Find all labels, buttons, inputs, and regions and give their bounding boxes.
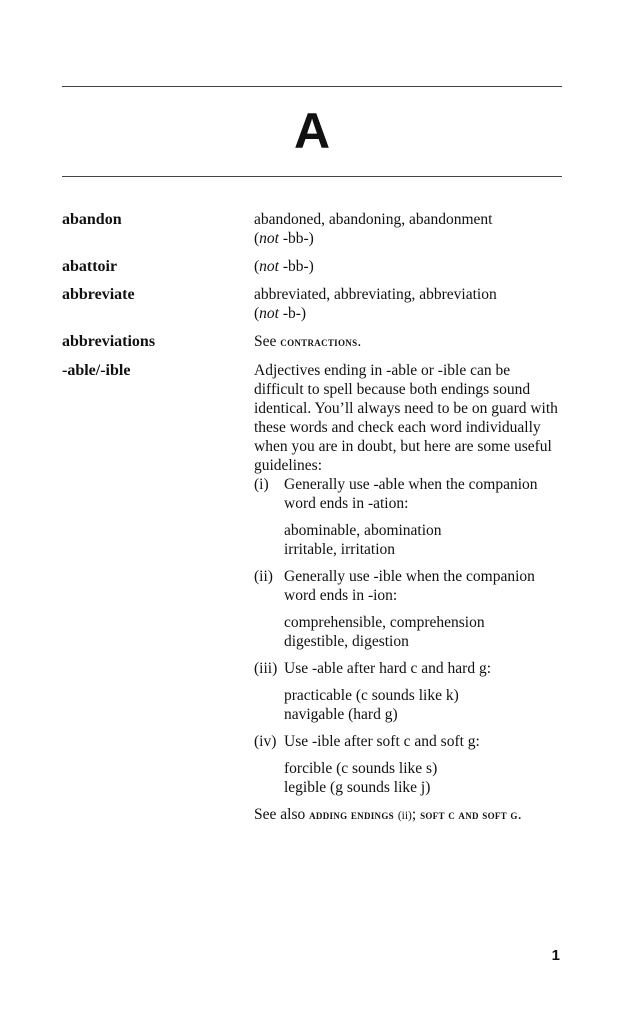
example: digestible, digestion xyxy=(284,633,409,650)
see-also xyxy=(254,805,562,826)
definition xyxy=(254,285,562,323)
definition xyxy=(254,210,562,248)
entry-abbreviations xyxy=(62,332,562,352)
entry-abattoir xyxy=(62,257,562,276)
note-text: -b-) xyxy=(278,305,307,322)
note-italic: not xyxy=(259,305,279,322)
example: irritable, irritation xyxy=(284,541,396,558)
bottom-rule xyxy=(62,176,562,177)
example: forcible (c sounds like s) xyxy=(284,760,438,777)
guideline-examples xyxy=(284,521,562,559)
guideline-item xyxy=(254,567,562,605)
note: (not -bb-) xyxy=(254,230,314,247)
guideline-item xyxy=(254,659,562,678)
guideline-examples xyxy=(284,686,562,724)
entry-able-ible xyxy=(62,361,562,826)
headword: abandon xyxy=(62,211,122,228)
entry-abandon xyxy=(62,210,562,248)
definition xyxy=(254,361,562,826)
see-also-separator: ; xyxy=(411,806,421,823)
cross-reference xyxy=(254,332,562,352)
guideline-text: Generally use -able when the companion word ends in -ation: xyxy=(284,476,538,512)
see-label: See xyxy=(254,333,281,350)
see-also-label: See also xyxy=(254,806,310,823)
example: practicable (c sounds like k) xyxy=(284,687,459,704)
guideline-examples xyxy=(284,613,562,651)
intro-paragraph: Adjectives ending in -able or -ible can be difficult to spell because both endings sound identical. You’ll always need to be on guard with these words and check each word individually when you are in doubt, but here are some useful guidelines: xyxy=(254,362,558,474)
example: navigable (hard g) xyxy=(284,706,398,723)
section-letter: A xyxy=(293,103,331,159)
example: comprehensible, comprehension xyxy=(284,614,485,631)
headword: abbreviations xyxy=(62,333,156,350)
note: (not -b-) xyxy=(254,305,307,322)
guideline-examples xyxy=(284,759,562,797)
guideline-text: Use -able after hard c and hard g: xyxy=(284,660,491,677)
top-rule xyxy=(62,86,562,87)
example: abominable, abomination xyxy=(284,522,442,539)
headword: -able/-ible xyxy=(62,362,131,379)
guideline-item xyxy=(254,732,562,751)
guideline-text: Use -ible after soft c and soft g: xyxy=(284,733,480,750)
see-also-ref: adding endings xyxy=(309,808,394,822)
forms: abandoned, abandoning, abandonment xyxy=(254,211,493,228)
guideline-number: (iv) xyxy=(254,733,277,750)
headword: abbreviate xyxy=(62,286,135,303)
note-text: -bb-) xyxy=(278,230,314,247)
dictionary-entries xyxy=(62,210,562,835)
definition xyxy=(254,332,562,352)
guideline-text: Generally use -ible when the companion word ends in -ion: xyxy=(284,568,535,604)
example: legible (g sounds like j) xyxy=(284,779,431,796)
guideline-number: (iii) xyxy=(254,660,278,677)
note-italic: not xyxy=(259,230,279,247)
definition xyxy=(254,257,562,276)
page-number: 1 xyxy=(551,947,560,964)
headword: abattoir xyxy=(62,258,118,275)
see-also-ref-suffix: (ii) xyxy=(397,810,412,822)
forms: abbreviated, abbreviating, abbreviation xyxy=(254,286,497,303)
note-italic: not xyxy=(259,258,279,275)
see-end: . xyxy=(357,333,362,350)
guideline-number: (i) xyxy=(254,476,269,493)
entry-abbreviate xyxy=(62,285,562,323)
see-also-end: . xyxy=(517,806,522,823)
note-text: -bb-) xyxy=(278,258,314,275)
see-ref: contractions xyxy=(280,335,358,349)
note: (not -bb-) xyxy=(254,258,314,275)
see-also-ref: soft c and soft g xyxy=(420,808,518,822)
guideline-number: (ii) xyxy=(254,568,273,585)
guideline-item xyxy=(254,475,562,513)
